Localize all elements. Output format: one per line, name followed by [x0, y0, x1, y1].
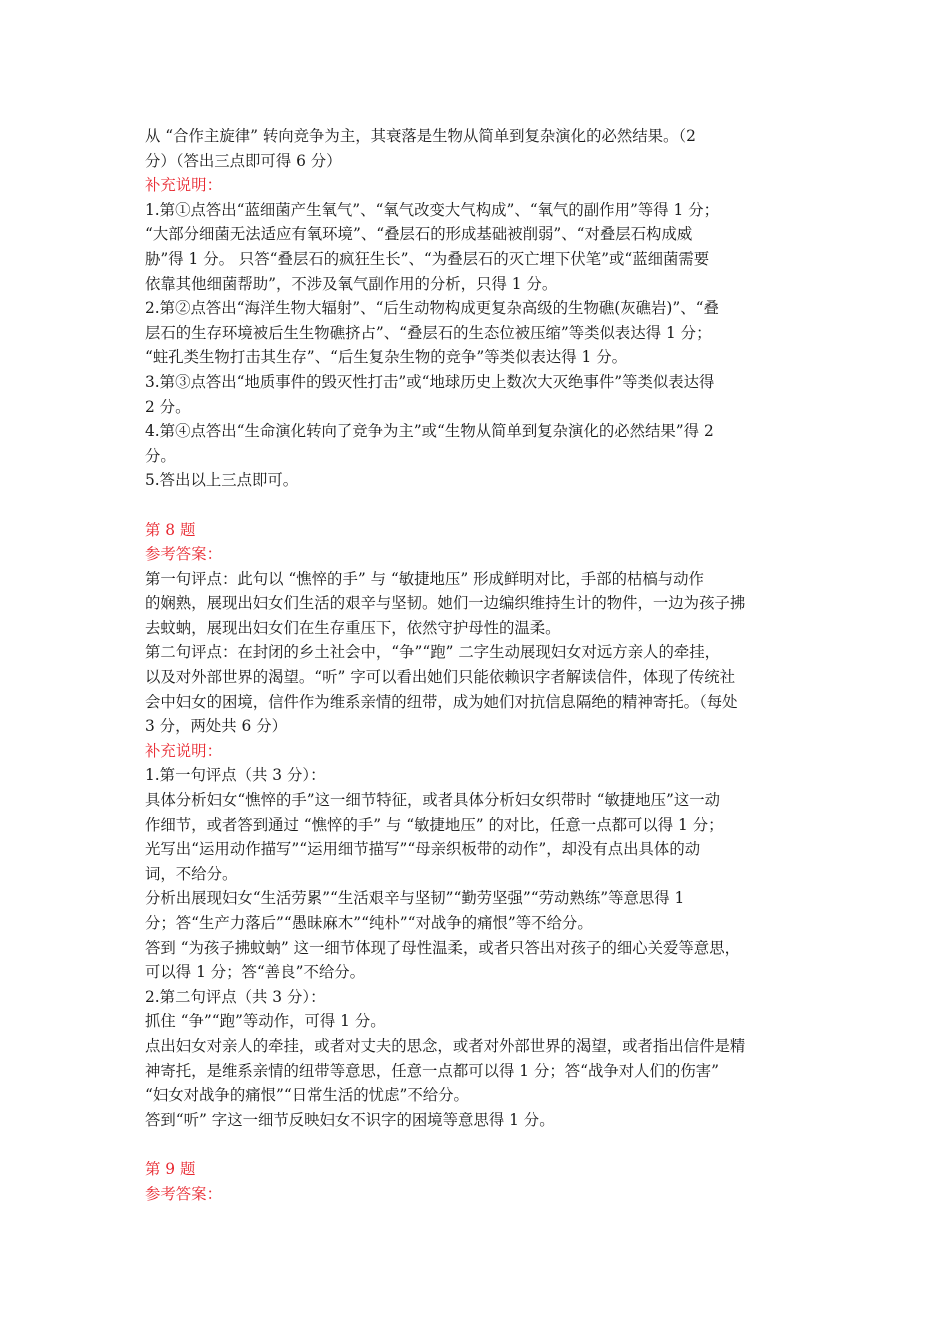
- body-text-line: 依靠其他细菌帮助”，不涉及氧气副作用的分析，只得 1 分。: [145, 274, 558, 293]
- body-text-line: 去蚊蚋，展现出妇女们在生存重压下，依然守护母性的温柔。: [145, 618, 561, 637]
- section-heading: 补充说明：: [145, 176, 222, 195]
- answer-section: [145, 1157, 811, 1206]
- body-text-line: 5.答出以上三点即可。: [145, 471, 299, 490]
- body-text-line: 分。: [145, 446, 176, 465]
- body-text-line: 分；答“生产力落后”“愚昧麻木”“纯朴”“对战争的痛恨”等不给分。: [145, 914, 593, 932]
- section-spacer: [145, 1132, 811, 1157]
- document-body: [145, 124, 811, 1206]
- section-heading: 第 8 题: [145, 520, 196, 539]
- body-text-line: 的娴熟，展现出妇女们生活的艰辛与坚韧。她们一边编织维持生计的物件，一边为孩子拂: [145, 594, 746, 613]
- body-text-line: 分）（答出三点即可得 6 分）: [145, 151, 342, 170]
- body-text-line: 第二句评点：在封闭的乡土社会中，“争”“跑” 二字生动展现妇女对远方亲人的牵挂，: [145, 643, 721, 662]
- body-text-line: 2 分。: [145, 397, 191, 416]
- body-text-line: 抓住 “争”“跑”等动作，可得 1 分。: [145, 1012, 386, 1031]
- body-text-line: 分析出展现妇女“生活劳累”“生活艰辛与坚韧”“勤劳坚强”“劳动熟练”等意思得 1: [145, 889, 685, 908]
- body-text-line: 答到“听” 字这一细节反映妇女不识字的困境等意思得 1 分。: [145, 1110, 555, 1129]
- body-text-line: “蛀孔类生物打击其生存”、“后生复杂生物的竞争”等类似表达得 1 分。: [145, 348, 627, 367]
- body-text-line: 可以得 1 分；答“善良”不给分。: [145, 963, 366, 982]
- section-spacer: [145, 493, 811, 518]
- body-text-line: 答到 “为孩子拂蚊蚋” 这一细节体现了母性温柔，或者只答出对孩子的细心关爱等意思，: [145, 938, 740, 957]
- body-text-line: 2.第二句评点（共 3 分）：: [145, 987, 326, 1006]
- body-text-line: “妇女对战争的痛恨”“日常生活的忧虑”不给分。: [145, 1086, 469, 1105]
- body-text-line: 具体分析妇女“憔悴的手”这一细节特征，或者具体分析妇女织带时 “敏捷地压”这一动: [145, 791, 721, 810]
- body-text-line: 会中妇女的困境，信件作为维系亲情的纽带，成为她们对抗信息隔绝的精神寄托。（每处: [145, 692, 738, 711]
- body-text-line: 胁”得 1 分。 只答“叠层石的疯狂生长”、“为叠层石的灭亡埋下伏笔”或“蓝细菌需要: [145, 249, 710, 268]
- section-heading: 参考答案：: [145, 545, 222, 564]
- body-text-line: 3.第③点答出“地质事件的毁灭性打击”或“地球历史上数次大灭绝事件”等类似表达得: [145, 372, 715, 391]
- body-text-line: 神寄托，是维系亲情的纽带等意思，任意一点都可以得 1 分；答“战争对人们的伤害”: [145, 1061, 719, 1080]
- body-text-line: 点出妇女对亲人的牵挂，或者对丈夫的思念，或者对外部世界的渴望，或者指出信件是精: [145, 1036, 746, 1055]
- body-text-line: 从 “合作主旋律” 转向竞争为主，其衰落是生物从简单到复杂演化的必然结果。（2: [145, 127, 696, 145]
- answer-section: [145, 518, 811, 1133]
- body-text-line: “大部分细菌无法适应有氧环境”、“叠层石的形成基础被削弱”、“对叠层石构成威: [145, 225, 693, 244]
- body-text-line: 作细节，或者答到通过 “憔悴的手” 与 “敏捷地压” 的对比，任意一点都可以得 1 分；: [145, 815, 724, 834]
- body-text-line: 以及对外部世界的渴望。“听” 字可以看出她们只能依赖识字者解读信件，体现了传统社: [145, 668, 736, 687]
- body-text-line: 1.第①点答出“蓝细菌产生氧气”、“氧气改变大气构成”、“氧气的副作用”等得 1 分；: [145, 200, 719, 219]
- body-text-line: 光写出“运用动作描写”“运用细节描写”“母亲织板带的动作”，却没有点出具体的动: [145, 840, 701, 859]
- body-text-line: 3 分，两处共 6 分）: [145, 717, 287, 736]
- body-text-line: 第一句评点：此句以 “憔悴的手” 与 “敏捷地压” 形成鲜明对比，手部的枯槁与动作: [145, 569, 704, 588]
- body-text-line: 1.第一句评点（共 3 分）：: [145, 766, 326, 785]
- section-heading: 参考答案：: [145, 1184, 222, 1203]
- body-text-line: 词，不给分。: [145, 864, 238, 883]
- body-text-line: 4.第④点答出“生命演化转向了竞争为主”或“生物从简单到复杂演化的必然结果”得 2: [145, 422, 714, 441]
- answer-section: [145, 124, 811, 493]
- body-text-line: 层石的生存环境被后生生物礁挤占”、“叠层石的生态位被压缩”等类似表达得 1 分；: [145, 323, 712, 342]
- section-heading: 补充说明：: [145, 741, 222, 760]
- body-text-line: 2.第②点答出“海洋生物大辐射”、“后生动物构成更复杂高级的生物礁(灰礁岩)”、“叠: [145, 299, 719, 318]
- section-heading: 第 9 题: [145, 1159, 196, 1178]
